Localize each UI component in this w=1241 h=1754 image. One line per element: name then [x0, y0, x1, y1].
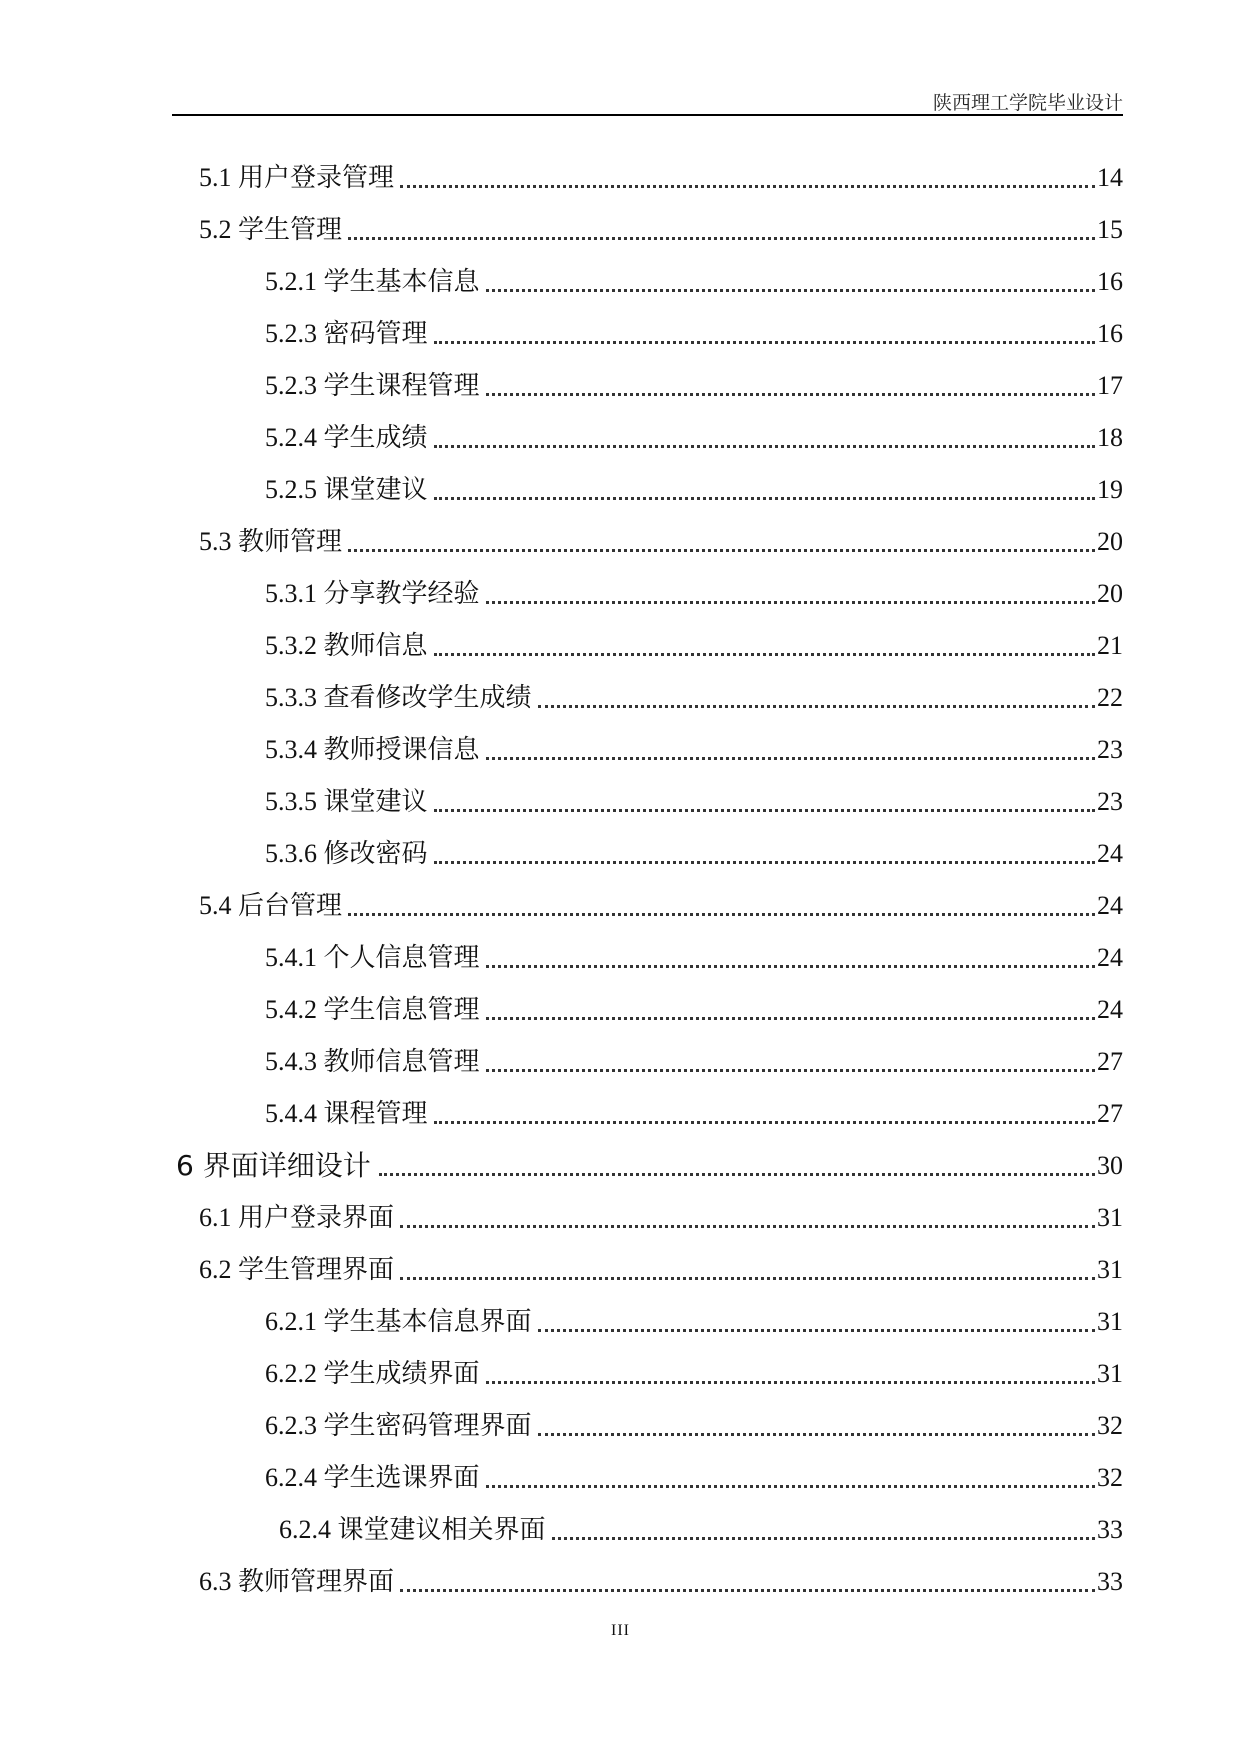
toc-entry [265, 366, 1123, 406]
toc-entry-page: 22 [1097, 683, 1123, 712]
toc-entry-title: 学生管理界面 [238, 1255, 395, 1284]
toc-leader-dots [486, 1381, 1095, 1384]
toc-leader-dots [434, 653, 1095, 656]
toc-leader-dots [538, 705, 1095, 708]
toc-entry-page: 16 [1097, 319, 1123, 348]
toc-entry-number: 5.4.1 [265, 943, 317, 972]
toc-entry-number: 6 [176, 1149, 194, 1182]
toc-leader-dots [434, 445, 1095, 448]
toc-entry-title: 密码管理 [323, 319, 428, 348]
toc-entry [265, 470, 1123, 510]
toc-entry [279, 1510, 1123, 1550]
toc-entry-page: 33 [1097, 1515, 1123, 1544]
toc-entry-number: 5.3 [199, 527, 232, 556]
toc-entry-number: 6.2.1 [265, 1307, 317, 1336]
toc-leader-dots [486, 1017, 1095, 1020]
toc-entry-page: 20 [1097, 527, 1123, 556]
toc-entry-title: 课堂建议 [323, 475, 428, 504]
toc-leader-dots [552, 1537, 1095, 1540]
toc-entry [265, 574, 1123, 614]
toc-entry-page: 31 [1097, 1203, 1123, 1232]
toc-leader-dots [486, 393, 1095, 396]
toc-entry-number: 5.2.4 [265, 423, 317, 452]
toc-entry-number: 5.4.3 [265, 1047, 317, 1076]
toc-entry-title: 分享教学经验 [323, 579, 480, 608]
toc-entry-number: 6.2 [199, 1255, 232, 1284]
toc-entry [265, 990, 1123, 1030]
toc-entry-number: 6.2.4 [279, 1515, 331, 1544]
toc-entry [265, 262, 1123, 302]
toc-entry-number: 5.3.3 [265, 683, 317, 712]
toc-entry-page: 23 [1097, 787, 1123, 816]
toc-entry-page: 24 [1097, 839, 1123, 868]
toc-entry-page: 27 [1097, 1099, 1123, 1128]
toc-entry [265, 1302, 1123, 1342]
toc-entry-page: 32 [1097, 1463, 1123, 1492]
toc-entry-number: 6.2.4 [265, 1463, 317, 1492]
toc-entry-title: 学生密码管理界面 [323, 1411, 532, 1440]
toc-chapter-entry [176, 1146, 1123, 1186]
toc-entry-page: 18 [1097, 423, 1123, 452]
toc-entry [265, 1406, 1123, 1446]
toc-leader-dots [348, 913, 1095, 916]
toc-entry-page: 20 [1097, 579, 1123, 608]
toc-entry-title: 学生课程管理 [323, 371, 480, 400]
toc-entry-page: 31 [1097, 1359, 1123, 1388]
toc-entry-title: 学生成绩界面 [323, 1359, 480, 1388]
toc-entry-page: 17 [1097, 371, 1123, 400]
toc-entry-title: 教师信息管理 [323, 1047, 480, 1076]
toc-entry-number: 5.3.1 [265, 579, 317, 608]
toc-leader-dots [486, 965, 1095, 968]
toc-entry-page: 16 [1097, 267, 1123, 296]
toc-entry [265, 418, 1123, 458]
toc-leader-dots [400, 1225, 1095, 1228]
toc-entry-title: 教师授课信息 [323, 735, 480, 764]
toc-entry [265, 730, 1123, 770]
toc-entry-page: 33 [1097, 1567, 1123, 1596]
toc-leader-dots [379, 1173, 1095, 1176]
toc-leader-dots [434, 341, 1095, 344]
toc-entry-number: 5.3.6 [265, 839, 317, 868]
toc-leader-dots [400, 1277, 1095, 1280]
toc-entry-page: 32 [1097, 1411, 1123, 1440]
toc-entry-page: 15 [1097, 215, 1123, 244]
toc-leader-dots [486, 1069, 1095, 1072]
toc-entry-number: 5.2.3 [265, 319, 317, 348]
toc-entry [199, 210, 1123, 250]
toc-entry-title: 学生基本信息 [323, 267, 480, 296]
toc-entry-number: 5.3.2 [265, 631, 317, 660]
toc-entry [265, 678, 1123, 718]
toc-leader-dots [400, 1589, 1095, 1592]
toc-leader-dots [486, 289, 1095, 292]
toc-entry [265, 938, 1123, 978]
toc-entry-title: 课程管理 [323, 1099, 428, 1128]
toc-entry-page: 21 [1097, 631, 1123, 660]
toc-leader-dots [400, 185, 1095, 188]
toc-entry [265, 1042, 1123, 1082]
toc-entry [265, 1458, 1123, 1498]
toc-entry [265, 626, 1123, 666]
toc-entry-page: 24 [1097, 943, 1123, 972]
toc-entry [265, 834, 1123, 874]
toc-entry-page: 24 [1097, 995, 1123, 1024]
toc-entry-number: 5.4 [199, 891, 232, 920]
toc-entry [265, 782, 1123, 822]
toc-entry-title: 个人信息管理 [323, 943, 480, 972]
toc-entry-number: 6.2.3 [265, 1411, 317, 1440]
toc-entry-title: 教师管理界面 [238, 1567, 395, 1596]
toc-entry-title: 学生基本信息界面 [323, 1307, 532, 1336]
toc-entry-number: 5.1 [199, 163, 232, 192]
toc-leader-dots [434, 1121, 1095, 1124]
toc-leader-dots [486, 601, 1095, 604]
toc-entry-page: 31 [1097, 1255, 1123, 1284]
toc-entry-number: 5.3.5 [265, 787, 317, 816]
page-number: III [611, 1622, 630, 1639]
toc-entry-title: 教师信息 [323, 631, 428, 660]
toc-entry-number: 5.2.3 [265, 371, 317, 400]
toc-entry-page: 31 [1097, 1307, 1123, 1336]
toc-entry-number: 6.2.2 [265, 1359, 317, 1388]
toc-entry [265, 314, 1123, 354]
toc-entry-number: 6.1 [199, 1203, 232, 1232]
toc-entry-title: 用户登录管理 [238, 163, 395, 192]
toc-leader-dots [538, 1433, 1095, 1436]
toc-entry-title: 课堂建议相关界面 [337, 1515, 546, 1544]
toc-entry-title: 学生选课界面 [323, 1463, 480, 1492]
toc-entry-page: 27 [1097, 1047, 1123, 1076]
toc-leader-dots [434, 497, 1095, 500]
toc-entry [199, 1562, 1123, 1602]
toc-entry-title: 课堂建议 [323, 787, 428, 816]
toc-entry-number: 5.4.2 [265, 995, 317, 1024]
toc-entry-page: 14 [1097, 163, 1123, 192]
toc-entry [265, 1094, 1123, 1134]
toc-entry-title: 学生信息管理 [323, 995, 480, 1024]
toc-entry-number: 5.3.4 [265, 735, 317, 764]
toc-entry-title: 教师管理 [238, 527, 343, 556]
toc-entry-number: 5.2.5 [265, 475, 317, 504]
toc-entry [199, 522, 1123, 562]
toc-leader-dots [486, 1485, 1095, 1488]
toc-entry [199, 1198, 1123, 1238]
toc-entry-page: 23 [1097, 735, 1123, 764]
toc-leader-dots [434, 809, 1095, 812]
toc-entry-title: 界面详细设计 [202, 1149, 371, 1182]
toc-entry-title: 学生成绩 [323, 423, 428, 452]
toc-entry-title: 学生管理 [238, 215, 343, 244]
toc-entry [265, 1354, 1123, 1394]
toc-entry-page: 19 [1097, 475, 1123, 504]
toc-entry-title: 修改密码 [323, 839, 428, 868]
toc-entry-number: 5.4.4 [265, 1099, 317, 1128]
toc-entry-title: 后台管理 [238, 891, 343, 920]
toc-entry-page: 24 [1097, 891, 1123, 920]
toc-entry [199, 158, 1123, 198]
header-title: 陕西理工学院毕业设计 [932, 93, 1123, 114]
toc-entry-title: 查看修改学生成绩 [323, 683, 532, 712]
toc-leader-dots [486, 757, 1095, 760]
toc-entry [199, 1250, 1123, 1290]
toc-entry-number: 5.2.1 [265, 267, 317, 296]
toc-entry-page: 30 [1097, 1151, 1123, 1180]
toc-leader-dots [348, 549, 1095, 552]
toc-leader-dots [348, 237, 1095, 240]
toc-entry-title: 用户登录界面 [238, 1203, 395, 1232]
toc-leader-dots [434, 861, 1095, 864]
toc-leader-dots [538, 1329, 1095, 1332]
toc-entry-number: 6.3 [199, 1567, 232, 1596]
toc-entry-number: 5.2 [199, 215, 232, 244]
toc-entry [199, 886, 1123, 926]
